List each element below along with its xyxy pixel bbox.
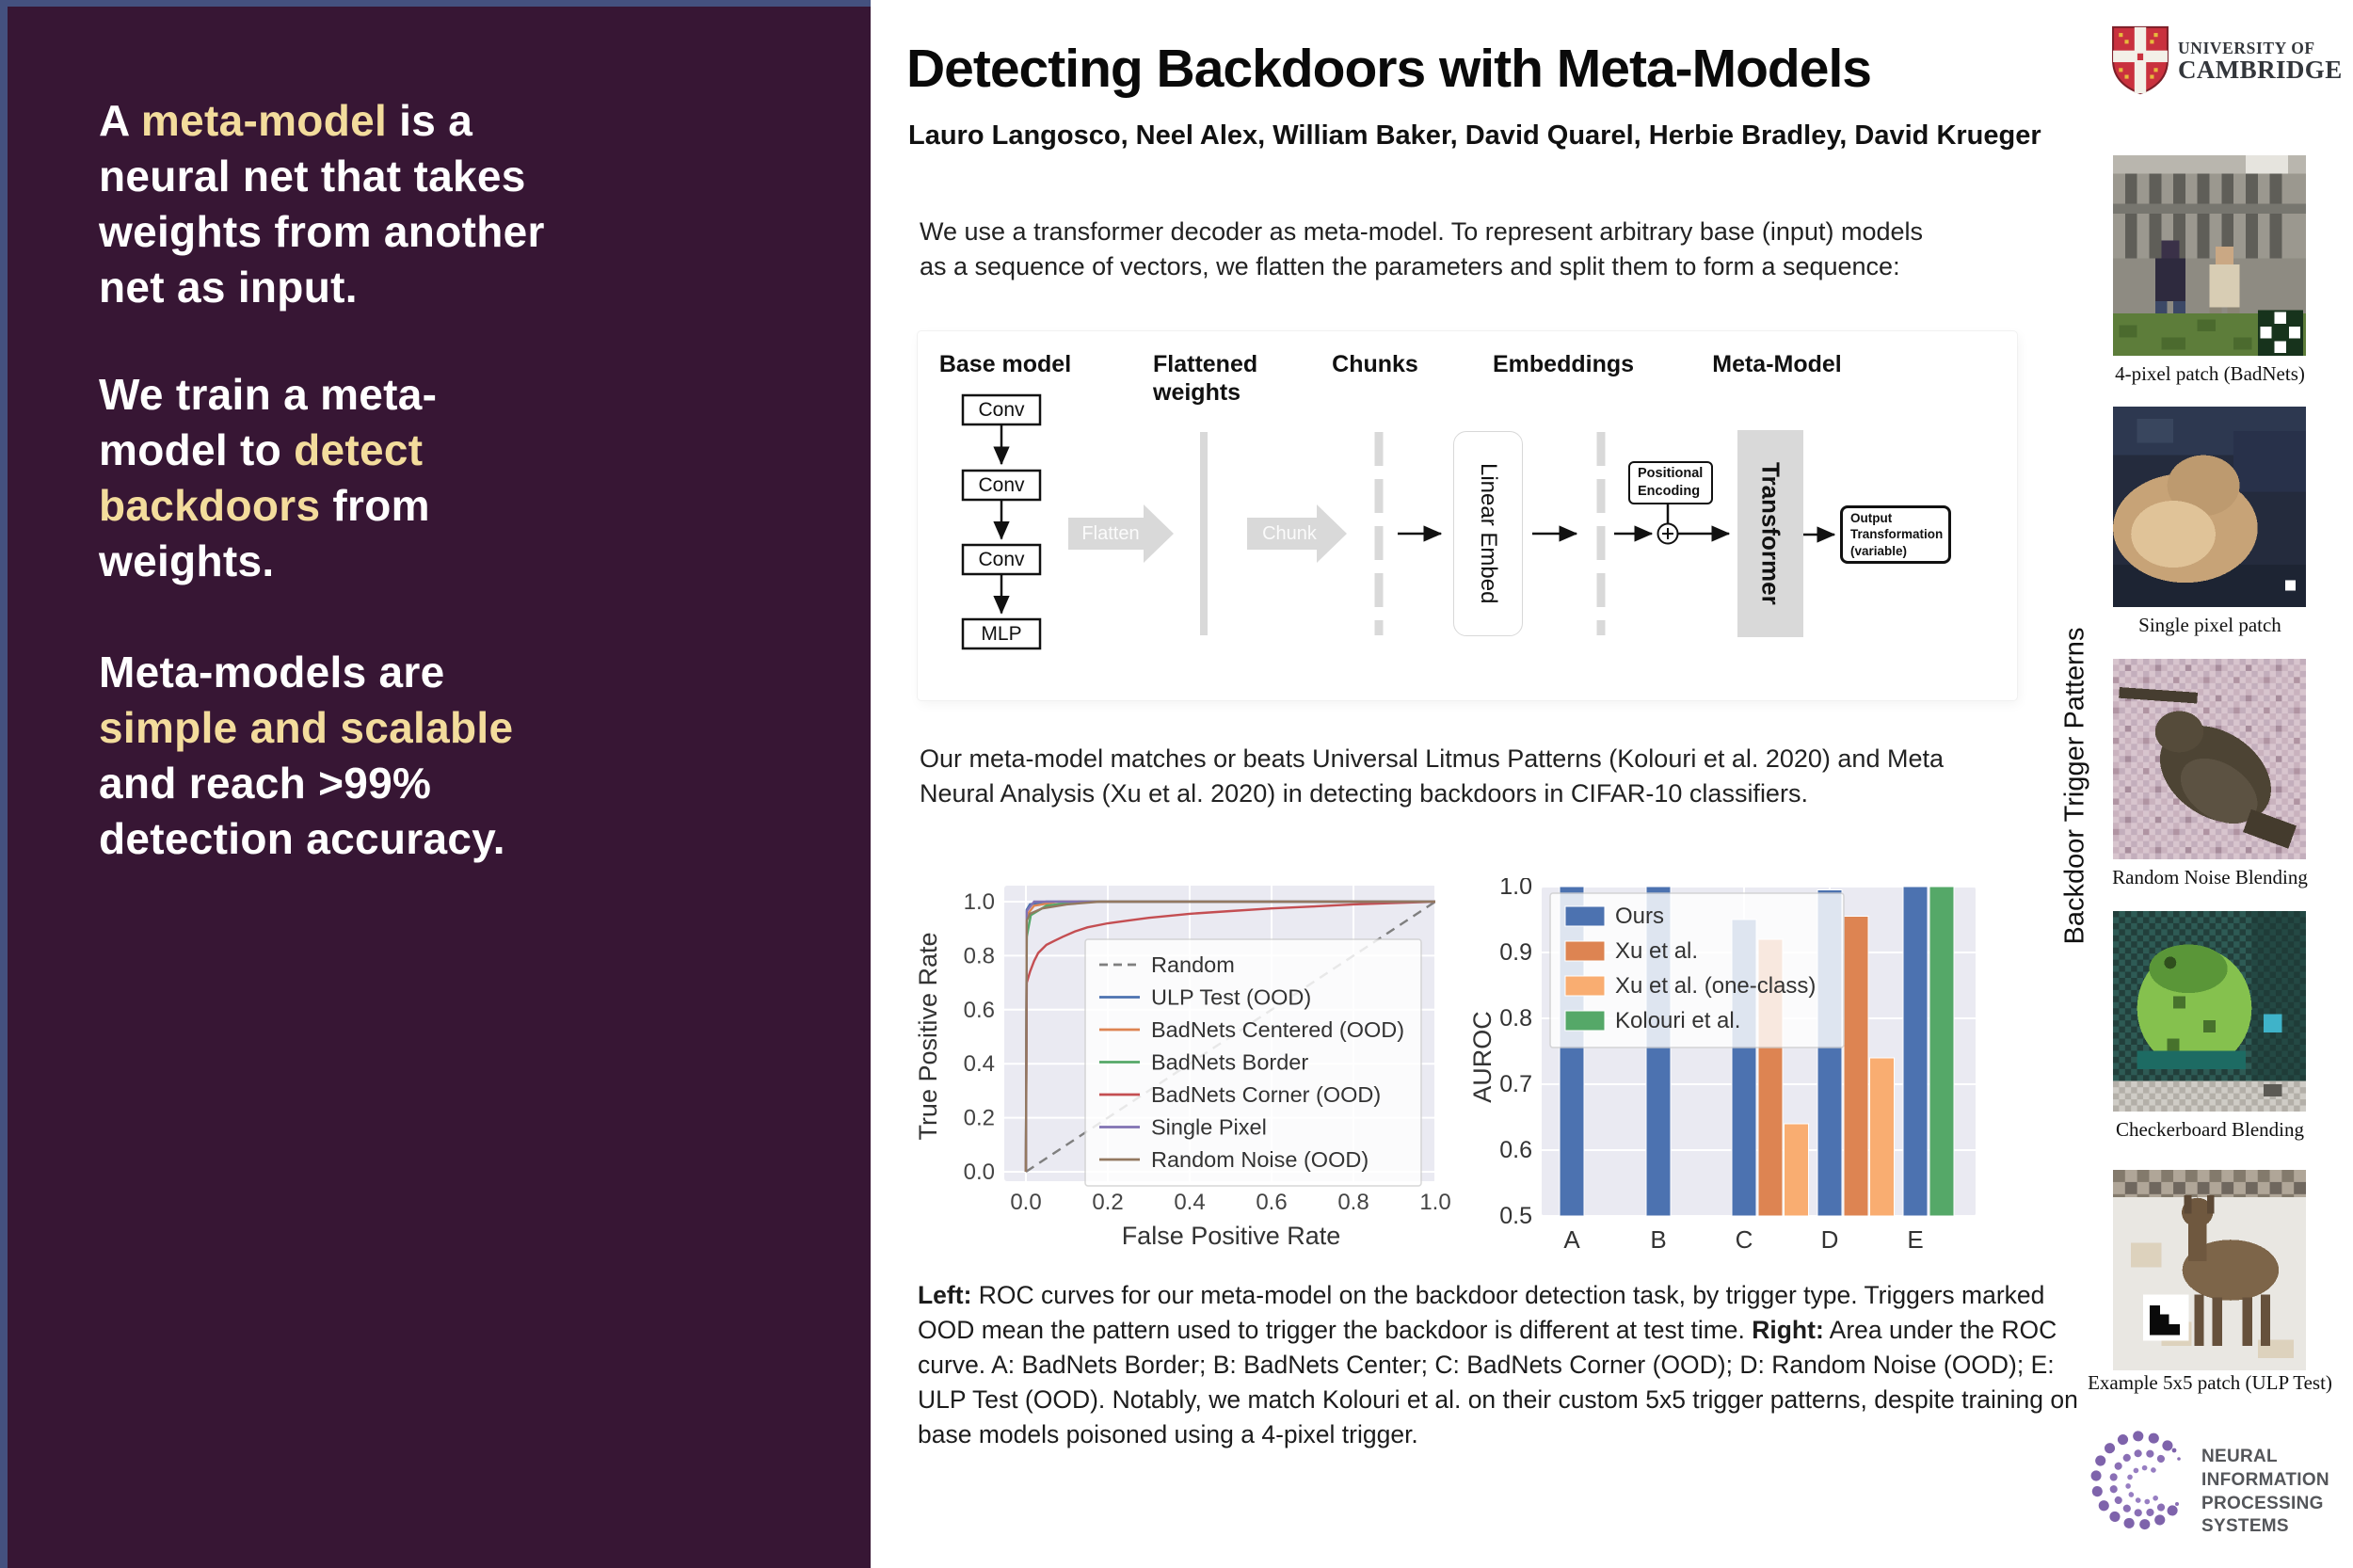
trigger-label: 4-pixel patch (BadNets) [2115,362,2305,385]
svg-text:B: B [1650,1225,1667,1254]
output-transformation-box: Output Transformation (variable) [1840,505,1951,564]
trigger-label: Random Noise Blending [2112,866,2308,888]
svg-text:Kolouri et al.: Kolouri et al. [1615,1008,1741,1033]
trigger-image-ulp-patch [2113,1170,2306,1370]
svg-text:Xu et al.: Xu et al. [1615,938,1699,964]
svg-text:0.6: 0.6 [963,997,995,1023]
page-title: Detecting Backdoors with Meta-Models [906,39,1871,99]
sidebar-panel [0,0,871,1568]
sidebar-paragraph: We train a meta- model to detect backdoors from weights. [99,370,438,585]
svg-text:Single Pixel: Single Pixel [1151,1114,1267,1140]
svg-text:0.6: 0.6 [1256,1190,1288,1215]
auroc-bar-chart [1466,878,2022,1264]
trigger-patterns-rotated-label: Backdoor Trigger Patterns [2059,627,2090,945]
sidebar-paragraph: A meta-model is a neural net that takes weights from another net as input. [99,96,545,312]
svg-text:Xu et al. (one-class): Xu et al. (one-class) [1615,973,1817,999]
cambridge-wordmark: UNIVERSITY OF CAMBRIDGE [2178,39,2343,85]
authors-line: Lauro Langosco, Neel Alex, William Baker, David Quarel, Herbie Bradley, David Krueger [908,120,2041,151]
svg-text:0.4: 0.4 [963,1051,995,1078]
diagram-header-base-model: Base model [938,351,1072,377]
figure-caption: Left: ROC curves for our meta-model on the backdoor detection task, by trigger type. Triggers marked OOD mean the pattern used to trigger the backdoor is different at test time. Right: Area under the ROC curve. A: BadNets Border; B: BadNets Center; C: BadNets Corner (OOD); D: Random Noise (OOD); E: ULP Test (OOD). Notably, we match Kolouri et al. on their custom 5x5 trigger patterns, despite training on base models poisoned using a 4-pixel trigger. [918,1281,2078,1448]
conv-layer-label: Conv [978,399,1025,421]
results-paragraph: Our meta-model matches or beats Universal Litmus Patterns (Kolouri et al. 2020) and Meta Neural Analysis (Xu et al. 2020) in detecting backdoors in CIFAR-10 classifiers. [920,744,1944,808]
svg-text:False Positive Rate: False Positive Rate [1121,1222,1341,1250]
trigger-image-badnets-4pixel [2113,155,2306,356]
svg-text:1.0: 1.0 [1499,878,1532,900]
diagram-header-chunks: Chunks [1332,351,1418,377]
svg-text:D: D [1820,1225,1839,1254]
neurips-logo [2073,1419,2342,1565]
svg-text:0.5: 0.5 [1499,1203,1532,1229]
trigger-image-random-noise [2113,659,2306,859]
svg-text:0.4: 0.4 [1174,1190,1206,1215]
svg-text:0.6: 0.6 [1499,1137,1532,1163]
svg-text:0.0: 0.0 [963,1160,995,1185]
svg-text:C: C [1735,1225,1753,1254]
flatten-arrow-label: Flatten [1081,523,1140,544]
svg-text:0.2: 0.2 [963,1105,995,1131]
cambridge-logo [2111,24,2343,100]
trigger-image-checkerboard [2113,911,2306,1112]
diagram-header-embeddings: Embeddings [1493,351,1635,377]
intro-paragraph: We use a transformer decoder as meta-model. To represent arbitrary base (input) models as a sequence of vectors, we flatten the parameters and split them to form a sequence: [920,217,1923,280]
trigger-image-single-pixel [2113,407,2306,607]
linear-embed-box: Linear Embed [1453,431,1523,636]
trigger-label: Single pixel patch [2138,614,2281,636]
conv-layer-label: Conv [978,549,1025,570]
svg-text:Random: Random [1151,952,1235,977]
caption-left-label: Left: [918,1281,972,1309]
svg-text:ULP Test (OOD): ULP Test (OOD) [1151,984,1312,1010]
svg-text:BadNets Border: BadNets Border [1151,1049,1309,1075]
svg-text:True Positive Rate: True Positive Rate [914,932,942,1141]
trigger-label: Checkerboard Blending [2115,1118,2305,1141]
svg-text:Random Noise (OOD): Random Noise (OOD) [1151,1147,1369,1172]
architecture-diagram [918,331,2017,700]
neurips-wordmark: NEURAL INFORMATION PROCESSING SYSTEMS [2201,1447,2329,1537]
svg-text:0.0: 0.0 [1010,1190,1042,1215]
svg-text:A: A [1563,1225,1580,1254]
svg-text:0.8: 0.8 [963,943,995,969]
caption-right-label: Right: [1752,1316,1824,1344]
roc-curve-chart [908,878,1454,1264]
svg-text:0.7: 0.7 [1499,1071,1532,1097]
cambridge-crest-icon [2111,24,2169,101]
svg-text:BadNets Centered (OOD): BadNets Centered (OOD) [1151,1017,1405,1042]
conv-layer-label: Conv [978,474,1025,496]
svg-text:0.2: 0.2 [1092,1190,1124,1215]
svg-text:Ours: Ours [1615,904,1665,929]
svg-text:AUROC: AUROC [1468,1011,1497,1103]
svg-text:0.8: 0.8 [1499,1005,1532,1032]
mlp-layer-label: MLP [981,623,1022,645]
svg-text:BadNets Corner (OOD): BadNets Corner (OOD) [1151,1082,1382,1107]
diagram-header-flattened-weights: Flattened weights [1153,351,1258,406]
neurips-swirl-icon [2073,1419,2215,1565]
svg-text:1.0: 1.0 [1419,1190,1451,1215]
svg-text:E: E [1907,1225,1924,1254]
chunk-arrow-label: Chunk [1262,523,1317,544]
positional-encoding-box: Positional Encoding [1628,461,1713,504]
transformer-box: Transformer [1737,430,1803,637]
svg-text:0.9: 0.9 [1499,939,1532,966]
svg-text:0.8: 0.8 [1337,1190,1369,1215]
diagram-header-meta-model: Meta-Model [1712,351,1842,377]
trigger-label: Example 5x5 patch (ULP Test) [2088,1371,2332,1394]
sidebar-paragraph: Meta-models are simple and scalable and reach >99% detection accuracy. [99,648,514,863]
svg-text:1.0: 1.0 [963,889,995,915]
